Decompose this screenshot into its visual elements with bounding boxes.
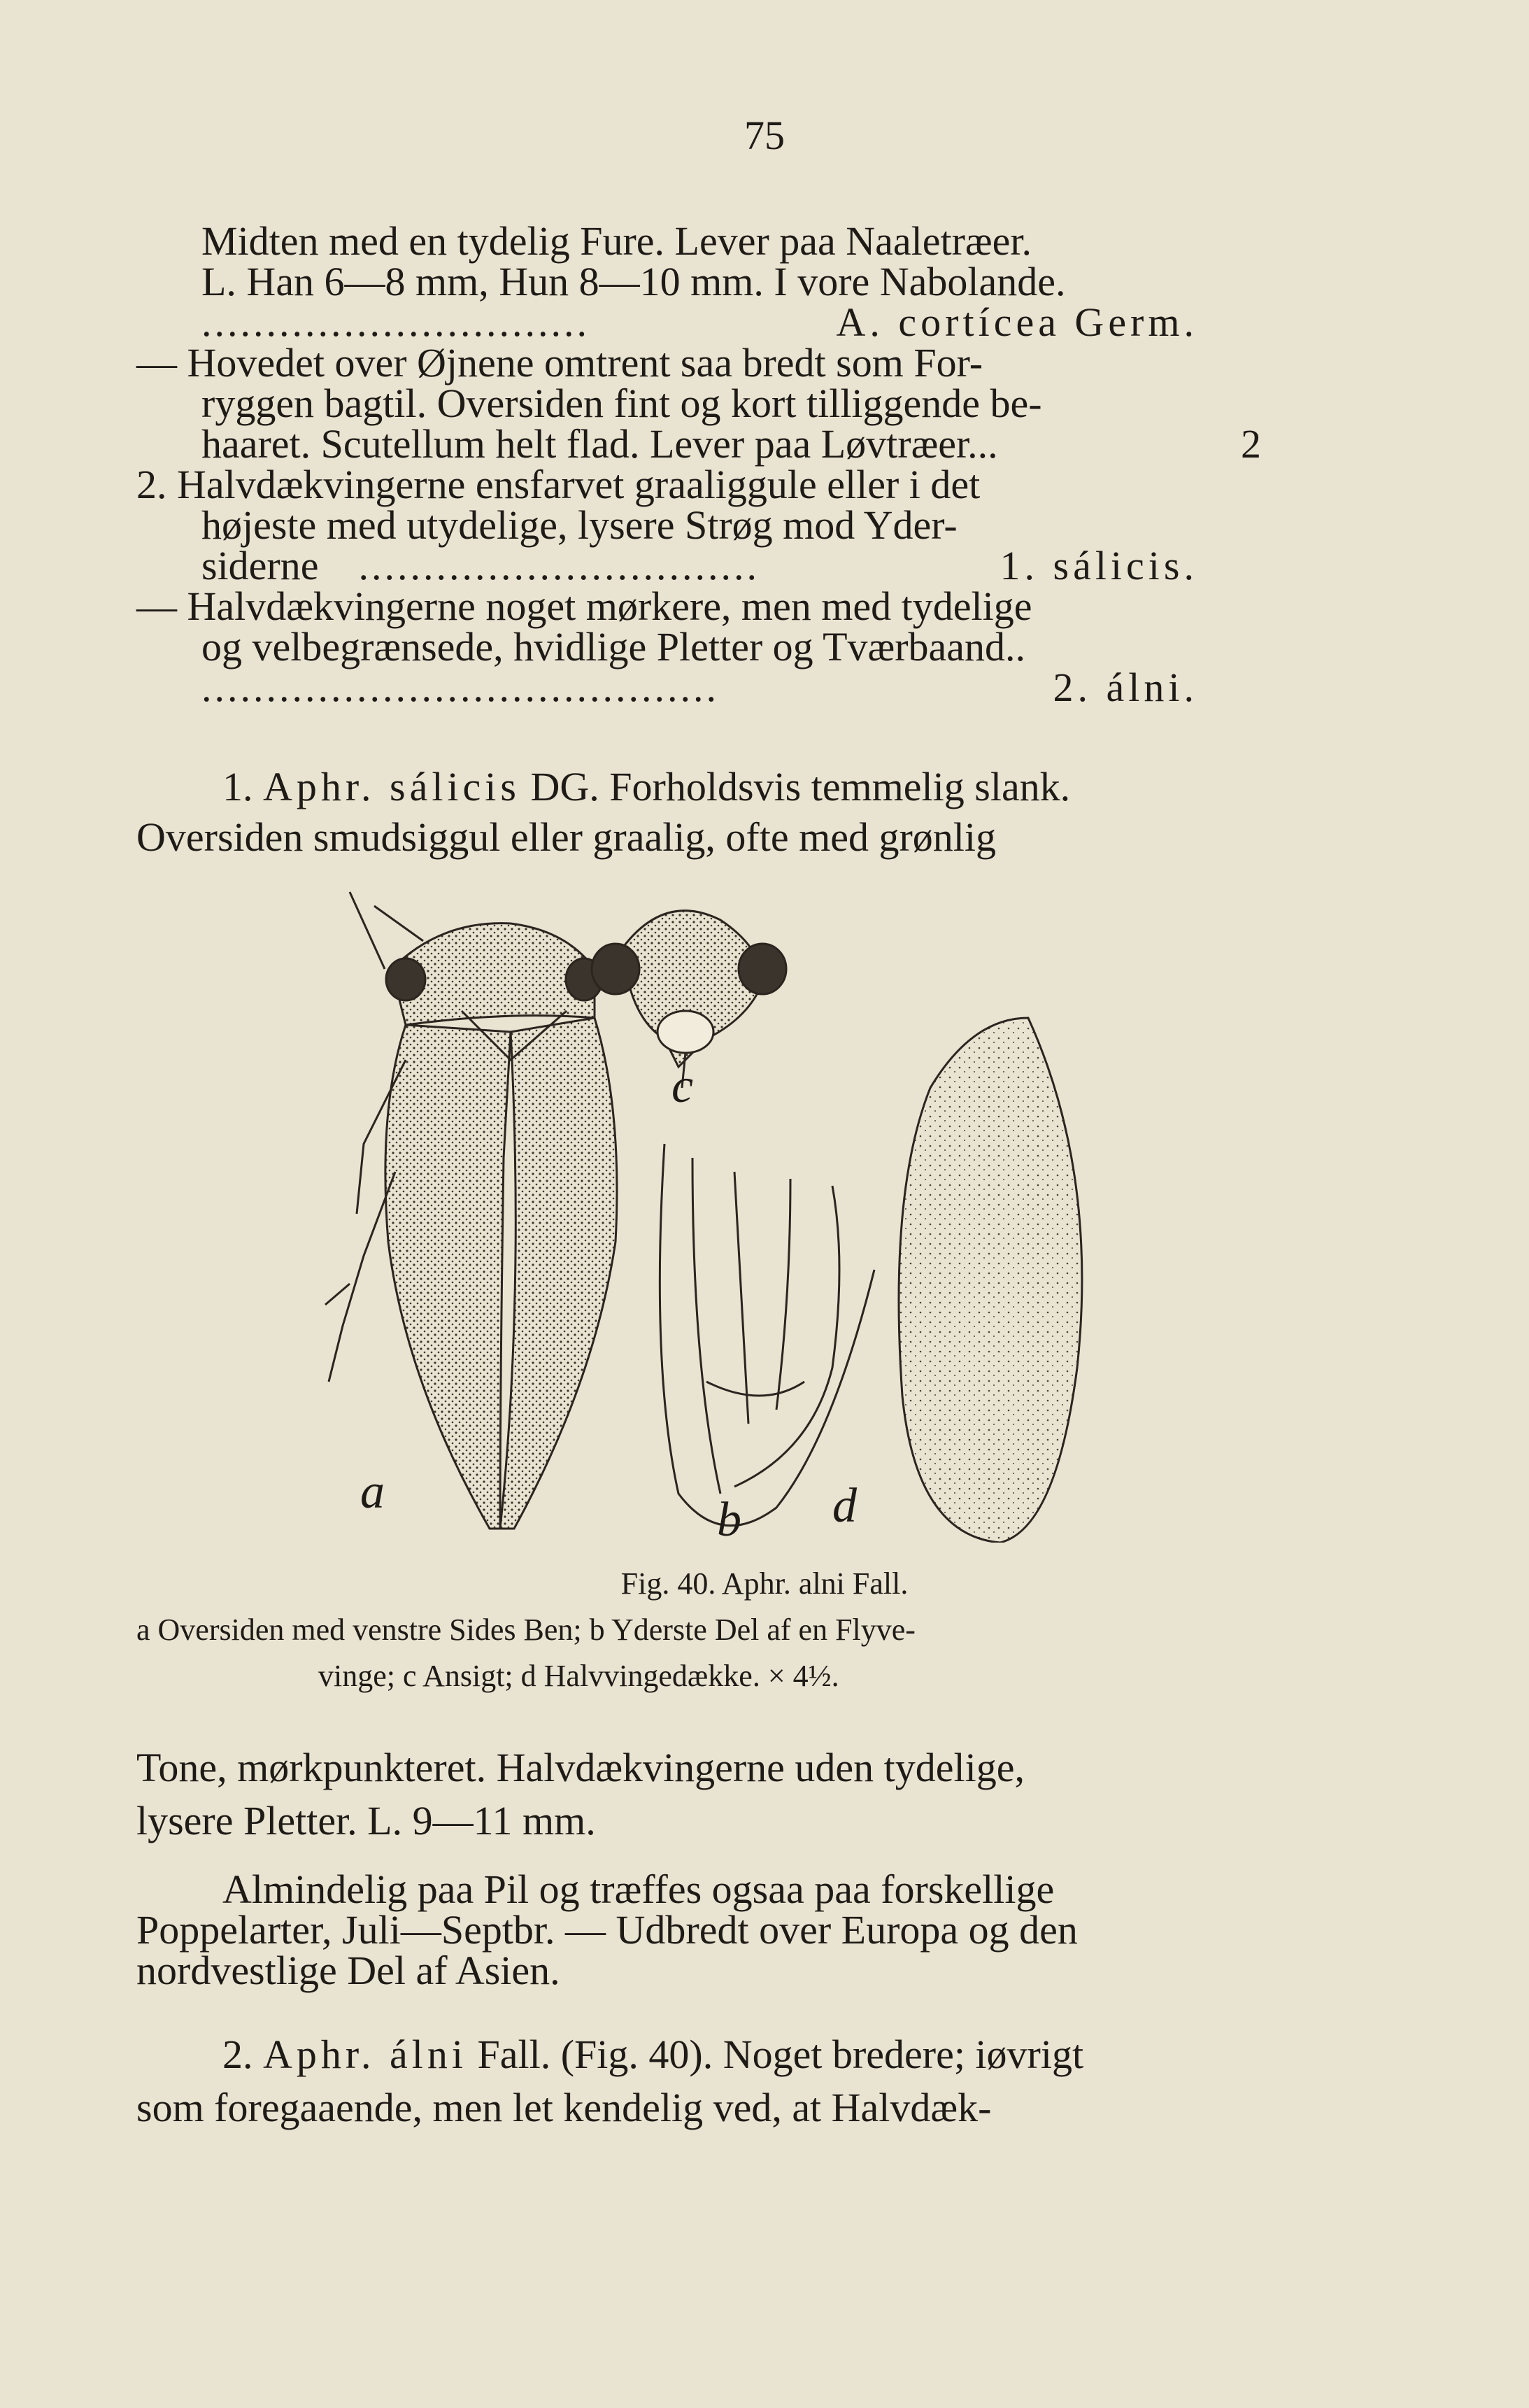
key-line-2: L. Han 6—8 mm, Hun 8—10 mm. I vore Nabolande. [201, 259, 1066, 304]
distribution-line-2: Poppelarter, Juli—Septbr. — Udbredt over Europa og den [136, 1907, 1078, 1953]
figure-a-insect-dorsal [325, 892, 617, 1529]
key-leader-dots: ............................... [358, 543, 760, 588]
continuation-line-2: lysere Pletter. L. 9—11 mm. [136, 1798, 596, 1843]
key-line-4: — Hovedet over Øjnene omtrent saa bredt som For- [136, 340, 983, 385]
figure-caption-line-1 [136, 1610, 1263, 1650]
key-line-9-start: siderne [201, 543, 319, 588]
key-result-corticea: A. cortícea Germ. [836, 299, 1198, 345]
figure-label-c: c [671, 1059, 694, 1113]
key-line-12 [201, 663, 1198, 712]
figure-40 [301, 878, 1126, 1543]
key-line-5: ryggen bagtil. Oversiden fint og kort tilliggende be- [201, 381, 1042, 426]
species-2-line-2: som foregaaende, men let kendelig ved, at Halvdæk- [136, 2085, 992, 2130]
key-result-alni: 2. álni. [1053, 665, 1198, 710]
page-number: 75 [744, 113, 785, 158]
key-line-8: højeste med utydelige, lysere Strøg mod Yder- [201, 502, 958, 548]
key-leader-dots: ........................................ [201, 665, 719, 710]
species-2-name: Aphr. álni [263, 2032, 467, 2077]
figure-label-a: a [360, 1465, 385, 1519]
figure-caption-line-1-text: a Oversiden med venstre Sides Ben; b Yderste Del af en Flyve- [136, 1613, 916, 1647]
key-result-salicis: 1. sálicis. [1000, 543, 1198, 588]
key-line-1-text: Midten med en tydelig Fure. Lever paa Naaletræer. [201, 218, 1032, 264]
figure-label-d: d [832, 1479, 857, 1533]
key-leader-dots: .............................. [201, 299, 590, 345]
figure-d-forewing [899, 1018, 1082, 1543]
species-1-heading [222, 763, 1070, 812]
species-2-text: Fall. (Fig. 40). Noget bredere; iøvrigt [477, 2032, 1084, 2077]
figure-label-b: b [717, 1493, 741, 1543]
species-1-line-2: Oversiden smudsiggul eller graalig, ofte med grønlig [136, 814, 996, 860]
key-line-7: 2. Halvdækvingerne ensfarvet graaliggule eller i det [136, 462, 981, 507]
continuation-line-1: Tone, mørkpunkteret. Halvdækvingerne uden tydelige, [136, 1745, 1025, 1790]
species-2-heading [222, 2030, 1083, 2079]
figure-caption-line-2: vinge; c Ansigt; d Halvvingedække. × 4½. [318, 1659, 839, 1693]
key-line-10: — Halvdækvingerne noget mørkere, men med tydelige [136, 583, 1032, 629]
species-1-text: DG. Forholdsvis temmelig slank. [530, 764, 1071, 809]
species-1-number: 1. [222, 764, 253, 809]
key-line-11: og velbegrænsede, hvidlige Pletter og Tværbaand.. [201, 624, 1026, 670]
figure-b-wing-tip [660, 1144, 874, 1526]
species-2-number: 2. [222, 2032, 253, 2077]
key-line-6-text: haaret. Scutellum helt flad. Lever paa Løvtræer... [201, 421, 998, 467]
distribution-line-1: Almindelig paa Pil og træffes ogsaa paa forskellige [222, 1867, 1055, 1912]
figure-caption-title: Fig. 40. Aphr. alni Fall. [620, 1566, 909, 1601]
species-1-name: Aphr. sálicis [263, 764, 520, 809]
key-ref-number: 2 [1241, 421, 1261, 467]
distribution-line-3: nordvestlige Del af Asien. [136, 1948, 560, 1993]
